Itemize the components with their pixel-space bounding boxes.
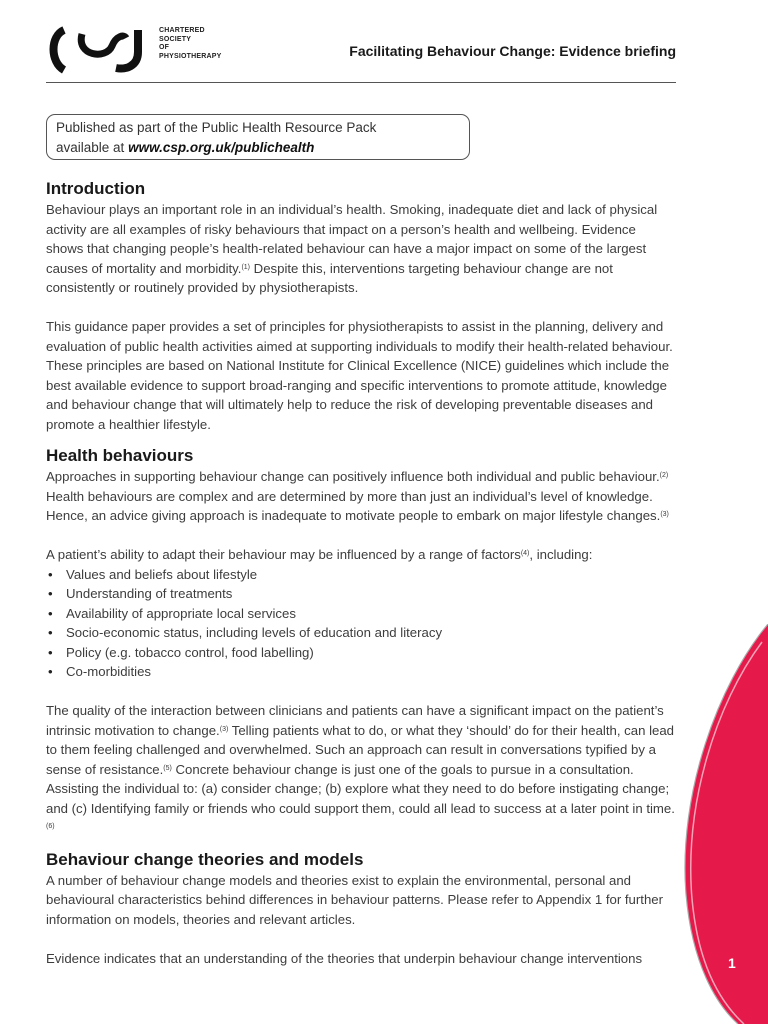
health-paragraph-3: The quality of the interaction between clinicians and patients can have a significant impact on the patient’s intrinsic motivation to change.$^{(3)}$ Telling patients what to do, or what they ‘should’ do for their health, can lead to them feeling challenged and overwhelmed. Such an approach can result in conversations typified by a sense of resistance.$^{(5)}$ Concrete behaviour change is just one of the goals to pursue in a consultation. Assisting the individual to: (a) consider change; (b) explore what they need to do before instigating change; and (c) Identifying family or friends who could support them, could all lead to success at a later point in time.$^{(6)}$ <box>46 703 675 830</box>
page-number: 1 <box>728 955 736 971</box>
citation-ref: (1) <box>241 263 251 271</box>
citation-ref: (3) <box>660 511 669 518</box>
theories-paragraph-1: A number of behaviour change models and theories exist to explain the environmental, personal and behavioural characteristics behind differences in behaviour patterns. Please refer to Appendix 1 for further information on models, theories and relevant articles. <box>46 872 663 927</box>
decorative-red-swoosh <box>658 624 768 1024</box>
heading-behaviour-change-theories: Behaviour change theories and models <box>46 849 364 869</box>
csp-logo <box>46 26 236 76</box>
health-paragraph-2: A patient’s ability to adapt their behaviour may be influenced by a range of factors$^{(4)}$, including: <box>46 547 593 562</box>
list-item: • Socio-economic status, including levels of education and literacy <box>46 623 676 643</box>
citation-ref: (4) <box>520 550 530 557</box>
list-item: • Availability of appropriate local services <box>46 604 676 624</box>
article-body <box>46 178 676 968</box>
citation-ref: (5) <box>163 764 172 772</box>
publication-note-line1: Published as part of the Public Health Resource Pack <box>56 120 377 135</box>
heading-introduction: Introduction <box>46 179 146 198</box>
list-item: • Understanding of treatments <box>46 584 676 604</box>
publication-note-line2: available at www.csp.org.uk/publichealth <box>56 139 315 155</box>
intro-paragraph-2: This guidance paper provides a set of principles for physiotherapists to assist in the planning, delivery and evaluation of public health activities aimed at supporting individuals to modify their health-related behaviour. These principles are based on National Institute for Clinical Excellence (NICE) guidelines which include the best available evidence to support broad-ranging and specific interventions to promote attitude, knowledge and behaviour change that will ultimately help to reduce the risk of developing preventable diseases and promote a healthier lifestyle. <box>46 319 673 432</box>
csp-logo-mark <box>46 26 154 74</box>
list-item: • Values and beliefs about lifestyle <box>46 565 676 585</box>
document-title: Facilitating Behaviour Change: Evidence briefing <box>349 43 676 59</box>
list-item: • Co-morbidities <box>46 662 676 682</box>
publication-note-box <box>46 114 470 160</box>
list-item: • Policy (e.g. tobacco control, food labelling) <box>46 643 676 663</box>
intro-paragraph-1: Behaviour plays an important role in an individual’s health. Smoking, inadequate diet and lack of physical activity are all examples of risky behaviours that impact on a person’s health and wellbeing. Evidence shows that changing people’s health-related behaviour can have a major impact on some of the largest causes of mortality and morbidity.$^{(1)}$ Despite this, interventions targeting behaviour change are not consistently or routinely provided by physiotherapists. <box>46 202 658 295</box>
theories-paragraph-2: Evidence indicates that an understanding of the theories that underpin behaviour change interventions <box>46 950 643 966</box>
header-divider <box>46 82 676 83</box>
logo-wordmark: CHARTERED SOCIETY OF PHYSIOTHERAPY <box>159 27 222 60</box>
citation-ref: (6) <box>46 823 55 830</box>
citation-ref: (3) <box>219 725 229 733</box>
health-paragraph-1: Approaches in supporting behaviour change can positively influence both individual and public behaviour.$^{(2)}$ Health behaviours are complex and are determined by more than just an individual’s level of knowledge. Hence, an advice giving approach is inadequate to motivate people to embark on major lifestyle changes.$^{(3)}$ <box>46 469 669 523</box>
heading-health-behaviours: Health behaviours <box>46 446 194 465</box>
factors-list <box>46 565 676 682</box>
resource-pack-link[interactable]: www.csp.org.uk/publichealth <box>128 139 315 155</box>
citation-ref: (2) <box>659 472 669 479</box>
